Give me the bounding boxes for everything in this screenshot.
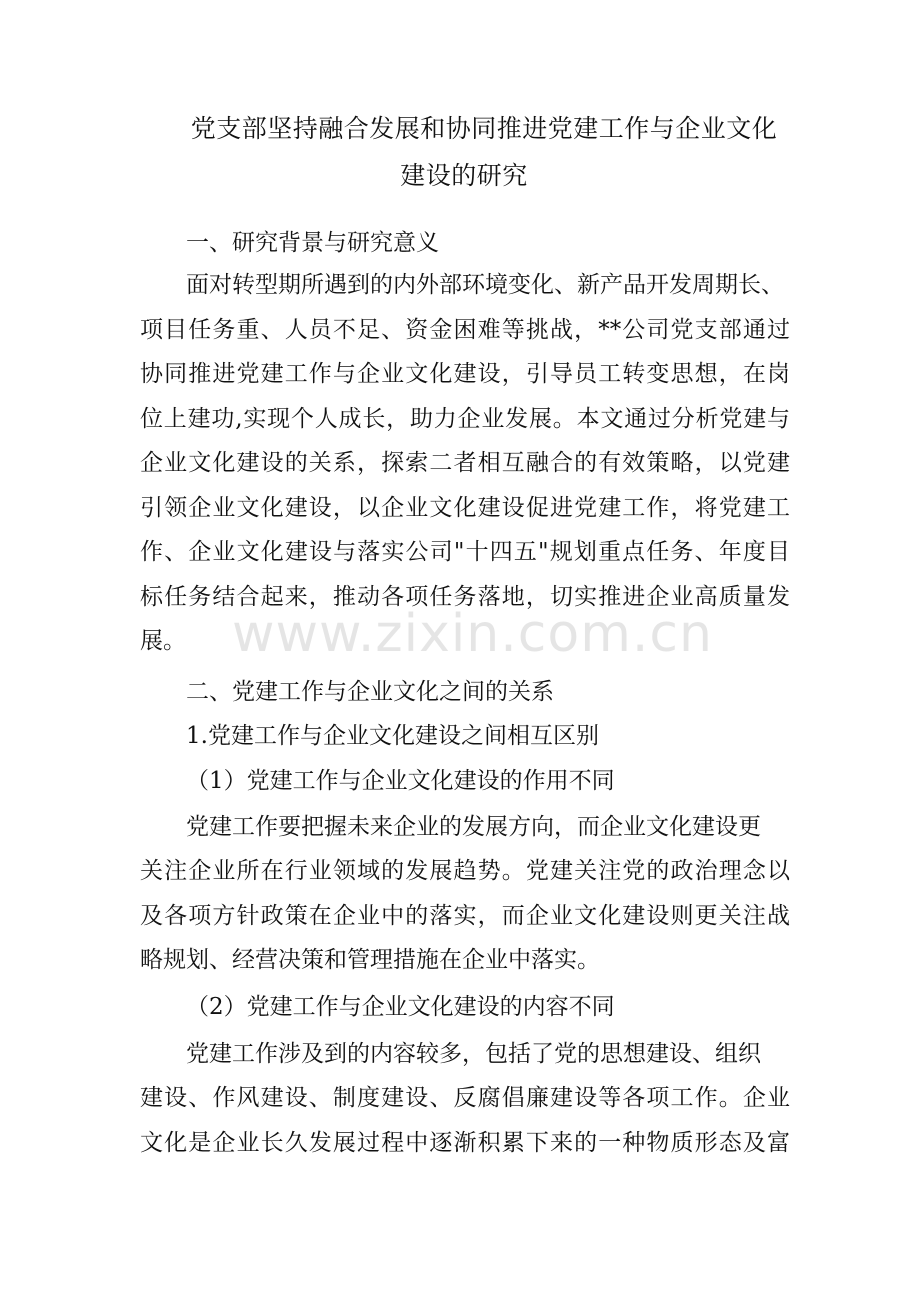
subsection-1-heading: 1.党建工作与企业文化建设之间相互区别: [186, 723, 599, 749]
paragraph-1-line: 引领企业文化建设，以企业文化建设促进党建工作，将党建工: [140, 495, 790, 521]
paragraph-2-line: 略规划、经营决策和管理措施在企业中落实。: [140, 947, 600, 973]
paragraph-2-line: 党建工作要把握未来企业的发展方向，而企业文化建设更: [186, 814, 761, 840]
item-1-heading: （1）党建工作与企业文化建设的作用不同: [186, 768, 615, 794]
paragraph-1-line: 项目任务重、人员不足、资金困难等挑战，**公司党支部通过: [140, 317, 790, 343]
item-2-heading: （2）党建工作与企业文化建设的内容不同: [186, 994, 615, 1020]
watermark: www.zixin.com.cn: [232, 604, 713, 664]
section-1-heading: 一、研究背景与研究意义: [186, 230, 439, 256]
paragraph-1-line: 位上建功,实现个人成长，助力企业发展。本文通过分析党建与: [140, 406, 790, 432]
paragraph-2-line: 关注企业所在行业领域的发展趋势。党建关注党的政治理念以: [140, 858, 790, 884]
section-2-heading: 二、党建工作与企业文化之间的关系: [186, 679, 554, 705]
paragraph-1-line: 企业文化建设的关系，探索二者相互融合的有效策略，以党建: [140, 450, 790, 476]
paragraph-1-line: 展。: [140, 628, 186, 654]
paragraph-2-line: 及各项方针政策在企业中的落实，而企业文化建设则更关注战: [140, 903, 790, 929]
paragraph-3-line: 建设、作风建设、制度建设、反腐倡廉建设等各项工作。企业: [140, 1085, 790, 1111]
paragraph-1-line: 标任务结合起来，推动各项任务落地，切实推进企业高质量发: [140, 584, 790, 610]
paragraph-1-line: 作、企业文化建设与落实公司"十四五"规划重点任务、年度目: [140, 539, 790, 565]
document-title-line-1: 党支部坚持融合发展和协同推进党建工作与企业文化: [190, 114, 778, 143]
paragraph-3-line: 文化是企业长久发展过程中逐渐积累下来的一种物质形态及富: [140, 1130, 790, 1156]
paragraph-1-line: 协同推进党建工作与企业文化建设，引导员工转变思想，在岗: [140, 361, 790, 387]
document-title-line-2: 建设的研究: [400, 161, 528, 190]
paragraph-1-line: 面对转型期所遇到的内外部环境变化、新产品开发周期长、: [186, 272, 784, 298]
paragraph-3-line: 党建工作涉及到的内容较多，包括了党的思想建设、组织: [186, 1041, 761, 1067]
